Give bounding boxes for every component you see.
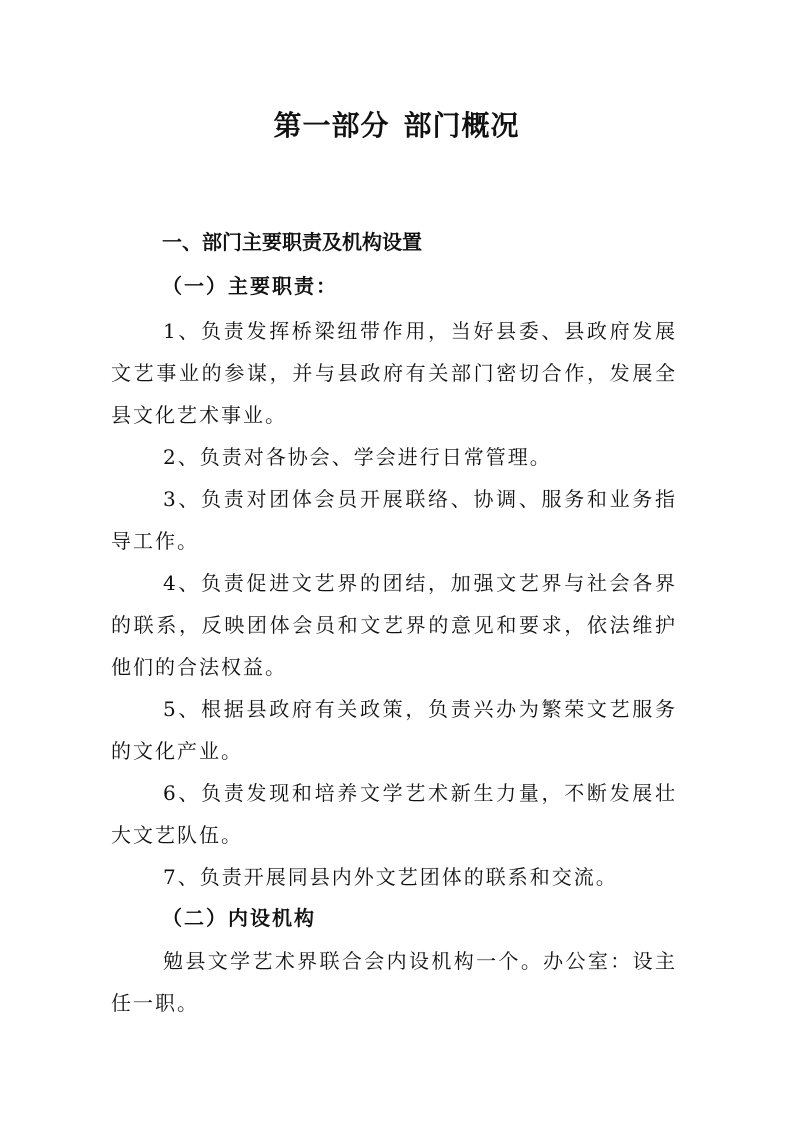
duty-item-7: 7、负责开展同县内外文艺团体的联系和交流。: [163, 865, 618, 889]
duty-item-6: 6、负责发现和培养文学艺术新生力量，不断发展壮大文艺队伍。: [111, 781, 677, 847]
title-part-2: 部门概况: [403, 109, 520, 142]
duty-item-3: 3、负责对团体会员开展联络、协调、服务和业务指导工作。: [111, 487, 677, 553]
duty-item-4: 4、负责促进文艺界的团结，加强文艺界与社会各界的联系，反映团体会员和文艺界的意见和要求，依法维护他们的合法权益。: [111, 571, 677, 679]
subsection-heading-structure: （二）内设机构: [162, 906, 316, 930]
structure-paragraph: 勉县文学艺术界联合会内设机构一个。办公室：设主任一职。: [111, 949, 677, 1015]
duty-item-5: 5、根据县政府有关政策，负责兴办为繁荣文艺服务的文化产业。: [111, 697, 677, 763]
duty-item-2: 2、负责对各协会、学会进行日常管理。: [163, 445, 552, 469]
duty-item-1: 1、负责发挥桥梁纽带作用，当好县委、县政府发展文艺事业的参谋，并与县政府有关部门密切合作，发展全县文化艺术事业。: [111, 319, 677, 427]
title-part-1: 第一部分: [273, 109, 390, 142]
section-heading: 一、部门主要职责及机构设置: [162, 230, 422, 254]
page-title: [0, 106, 793, 146]
subsection-heading-duties: （一）主要职责：: [162, 274, 338, 298]
